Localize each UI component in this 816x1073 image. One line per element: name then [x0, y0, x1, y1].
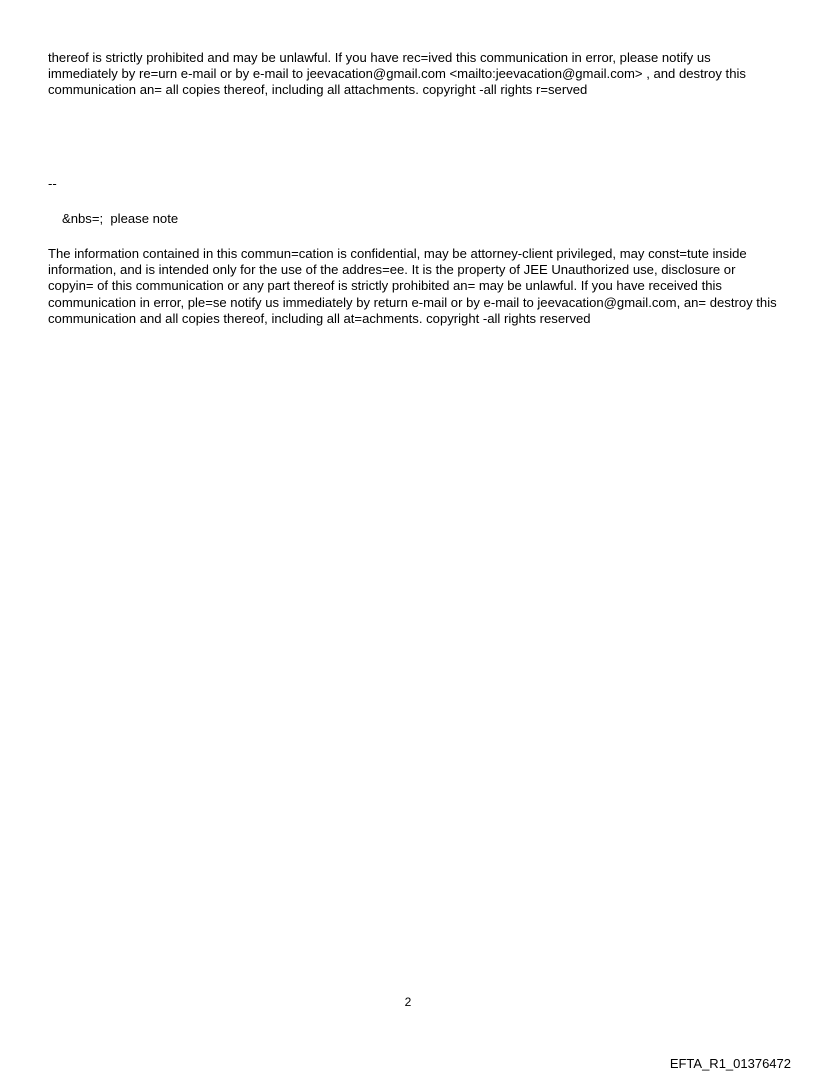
- signature-separator: --: [48, 176, 57, 191]
- confidentiality-paragraph: The information contained in this commun=cation is confidential, may be attorney-client privileged, may const=tute inside information, and is intended only for the use of the addres=ee. It is the property of JEE Unauthorized use, disclosure or copyin= of this communication or any part thereof is strictly prohibited an= may be unlawful. If you have received this communication in error, ple=se notify us immediately by return e-mail or by e-mail to jeevacation@gmail.com, an= destroy this communication and all copies thereof, including all at=achments. copyright -all rights reserved: [48, 246, 777, 326]
- disclaimer-paragraph-continued: thereof is strictly prohibited and may be unlawful. If you have rec=ived this communication in error, please notify us immediately by re=urn e-mail or by e-mail to jeevacation@gmail.com <mailto:jeevacation@gmail.com> , and destroy this communication an= all copies thereof, including all attachments. copyright -all rights r=served: [48, 50, 746, 98]
- page-number: 2: [404, 995, 412, 1009]
- document-id: EFTA_R1_01376472: [669, 1056, 791, 1071]
- please-note-line: &nbs=; please note: [62, 211, 179, 226]
